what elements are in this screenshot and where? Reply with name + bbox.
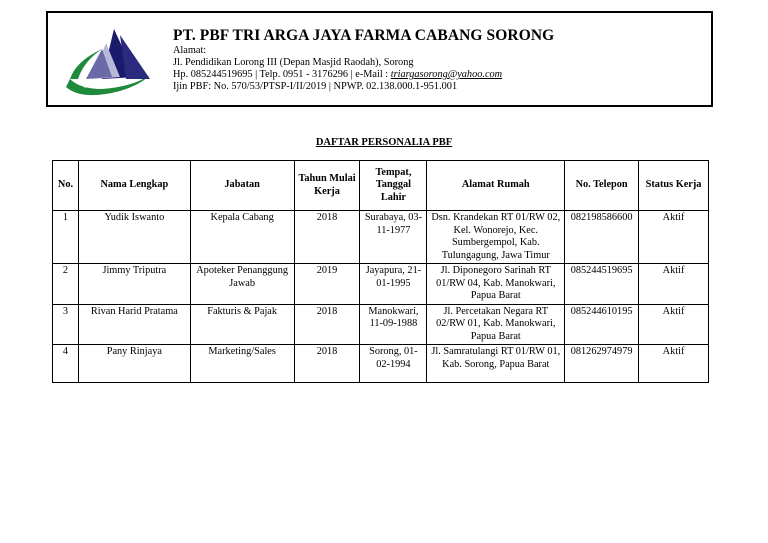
cell-tahun: 2018 — [294, 304, 360, 345]
address-label: Alamat: — [173, 45, 207, 56]
phone-line: Hp. 085244519695 | Telp. 0951 - 3176296 | e-Mail : — [173, 69, 391, 80]
contact-line — [173, 69, 554, 81]
header-alamat: Alamat Rumah — [427, 161, 565, 211]
header-no: No. — [53, 161, 79, 211]
cell-ttl: Jayapura, 21-01-1995 — [360, 264, 427, 305]
cell-alamat: Dsn. Krandekan RT 01/RW 02, Kel. Wonorejo, Kec. Sumbergempol, Kab. Tulungagung, Jawa Timur — [427, 211, 565, 264]
license-line: Ijin PBF: No. 570/53/PTSP-I/II/2019 | NPWP. 02.138.000.1-951.001 — [173, 81, 458, 92]
cell-telepon: 085244610195 — [565, 304, 639, 345]
address-line: Jl. Pendidikan Lorong III (Depan Masjid Raodah), Sorong — [173, 57, 414, 68]
header-tahun: Tahun Mulai Kerja — [294, 161, 360, 211]
header-telepon: No. Telepon — [565, 161, 639, 211]
cell-telepon: 085244519695 — [565, 264, 639, 305]
email-link[interactable]: triargasorong@yahoo.com — [390, 69, 503, 80]
cell-ttl: Surabaya, 03-11-1977 — [360, 211, 427, 264]
letterhead — [46, 11, 713, 107]
document-title: DAFTAR PERSONALIA PBF — [315, 137, 453, 148]
cell-tahun: 2018 — [294, 345, 360, 383]
company-name: PT. PBF TRI ARGA JAYA FARMA CABANG SORONG — [173, 27, 555, 44]
cell-alamat: Jl. Samratulangi RT 01/RW 01, Kab. Sorong, Papua Barat — [427, 345, 565, 383]
cell-nama: Yudik Iswanto — [78, 211, 190, 264]
cell-status: Aktif — [639, 264, 709, 305]
cell-no: 2 — [53, 264, 79, 305]
table-row — [53, 345, 709, 383]
cell-jabatan: Marketing/Sales — [190, 345, 294, 383]
table-row — [53, 211, 709, 264]
cell-status: Aktif — [639, 345, 709, 383]
cell-jabatan: Apoteker Penanggung Jawab — [190, 264, 294, 305]
cell-status: Aktif — [639, 304, 709, 345]
header-jabatan: Jabatan — [190, 161, 294, 211]
header-status: Status Kerja — [639, 161, 709, 211]
cell-jabatan: Kepala Cabang — [190, 211, 294, 264]
cell-tahun: 2019 — [294, 264, 360, 305]
table-header-row — [53, 161, 709, 211]
cell-ttl: Manokwari, 11-09-1988 — [360, 304, 427, 345]
cell-alamat: Jl. Diponegoro Sarinah RT 01/RW 04, Kab. Manokwari, Papua Barat — [427, 264, 565, 305]
table-row — [53, 304, 709, 345]
cell-no: 1 — [53, 211, 79, 264]
cell-nama: Pany Rinjaya — [78, 345, 190, 383]
header-ttl: Tempat, Tanggal Lahir — [360, 161, 427, 211]
table-row — [53, 264, 709, 305]
cell-telepon: 082198586600 — [565, 211, 639, 264]
cell-nama: Rivan Harid Pratama — [78, 304, 190, 345]
letterhead-text — [173, 27, 554, 93]
cell-telepon: 081262974979 — [565, 345, 639, 383]
cell-alamat: Jl. Percetakan Negara RT 02/RW 01, Kab. Manokwari, Papua Barat — [427, 304, 565, 345]
cell-no: 4 — [53, 345, 79, 383]
sailboat-logo-icon — [62, 21, 154, 99]
personnel-table — [52, 160, 709, 383]
cell-no: 3 — [53, 304, 79, 345]
cell-status: Aktif — [639, 211, 709, 264]
header-nama: Nama Lengkap — [78, 161, 190, 211]
cell-jabatan: Fakturis & Pajak — [190, 304, 294, 345]
cell-ttl: Sorong, 01-02-1994 — [360, 345, 427, 383]
cell-nama: Jimmy Triputra — [78, 264, 190, 305]
cell-tahun: 2018 — [294, 211, 360, 264]
